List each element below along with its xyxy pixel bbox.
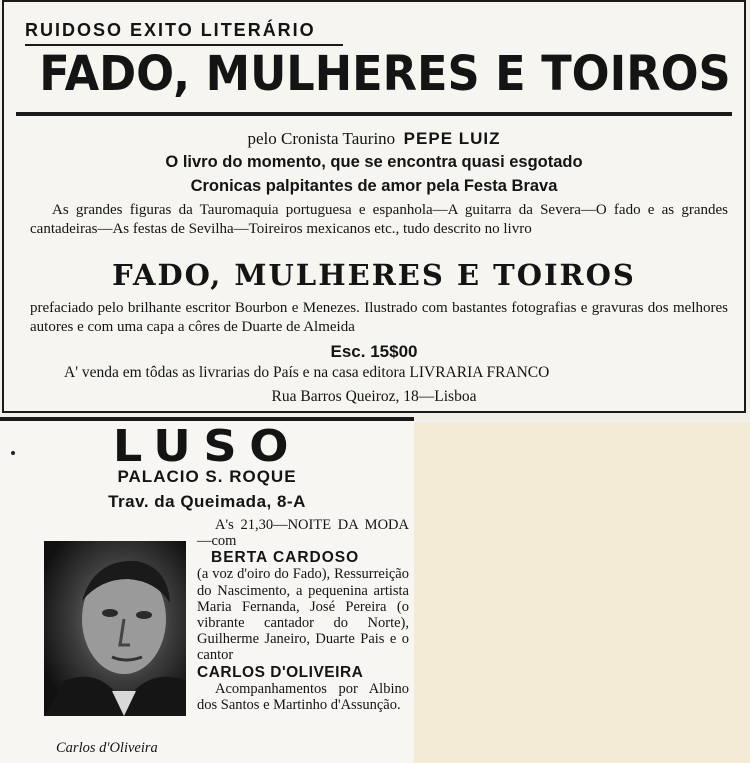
luso-advertisement <box>0 417 414 763</box>
portrait-photo <box>44 541 186 716</box>
ad-kicker: RUIDOSO EXITO LITERÁRIO <box>25 20 316 40</box>
subheading-cronicas: Cronicas palpitantes de amor pela Festa Brava <box>190 177 558 195</box>
book-price: Esc. 15$00 <box>330 342 418 361</box>
byline-author: PEPE LUIZ <box>403 129 501 148</box>
headliner-berta: BERTA CARDOSO <box>211 549 360 567</box>
accompaniment-text: Acompanhamentos por Albino dos Santos e Martinho d'Assunção. <box>197 680 409 713</box>
venue-name: PALACIO S. ROQUE <box>117 467 297 486</box>
subheading-momento: O livro do momento, que se encontra quasi esgotado <box>165 153 583 171</box>
publisher-address: Rua Barros Queiroz, 18—Lisboa <box>271 388 477 405</box>
book-description: As grandes figuras da Tauromaquia portuguesa e espanhola—A guitarra da Severa—O fado e as grandes cantadeiras—As festas de Sevilha—Toireiros mexicanos etc., tudo descrito no livro <box>30 202 728 237</box>
sale-info: A' venda em tôdas as livrarias do País e na casa editora LIVRARIA FRANCO <box>64 364 550 381</box>
book-advertisement <box>2 0 746 413</box>
headliner-carlos: CARLOS D'OLIVEIRA <box>197 663 364 681</box>
programme-intro: A's 21,30—NOITE DA MODA—com <box>197 517 409 550</box>
byline-prefix: pelo Cronista Taurino <box>247 129 396 148</box>
portrait-figure-icon <box>44 541 186 716</box>
book-headline-repeat: FADO, MULHERES E TOIROS <box>112 258 636 292</box>
headline-divider <box>16 112 732 116</box>
byline <box>4 129 744 149</box>
programme-text <box>197 517 409 713</box>
book-preface: prefaciado pelo brilhante escritor Bourbon e Menezes. Ilustrado com bastantes fotografias e gravuras dos melhores autores e com uma capa a côres de Duarte de Almeida <box>30 300 728 335</box>
luso-title: LUSO <box>112 421 302 472</box>
blank-page-area <box>414 423 750 763</box>
photo-caption: Carlos d'Oliveira <box>56 740 158 756</box>
book-headline: FADO, MULHERES E TOIROS <box>39 46 731 102</box>
venue-address: Trav. da Queimada, 8-A <box>108 492 306 511</box>
programme-body: (a voz d'oiro do Fado), Ressurreição do Nascimento, a pequenina artista Maria Fernanda, José Pereira (o vibrante cantador do Norte), Guilherme Janeiro, Duarte Pais e o cantor <box>197 566 409 664</box>
